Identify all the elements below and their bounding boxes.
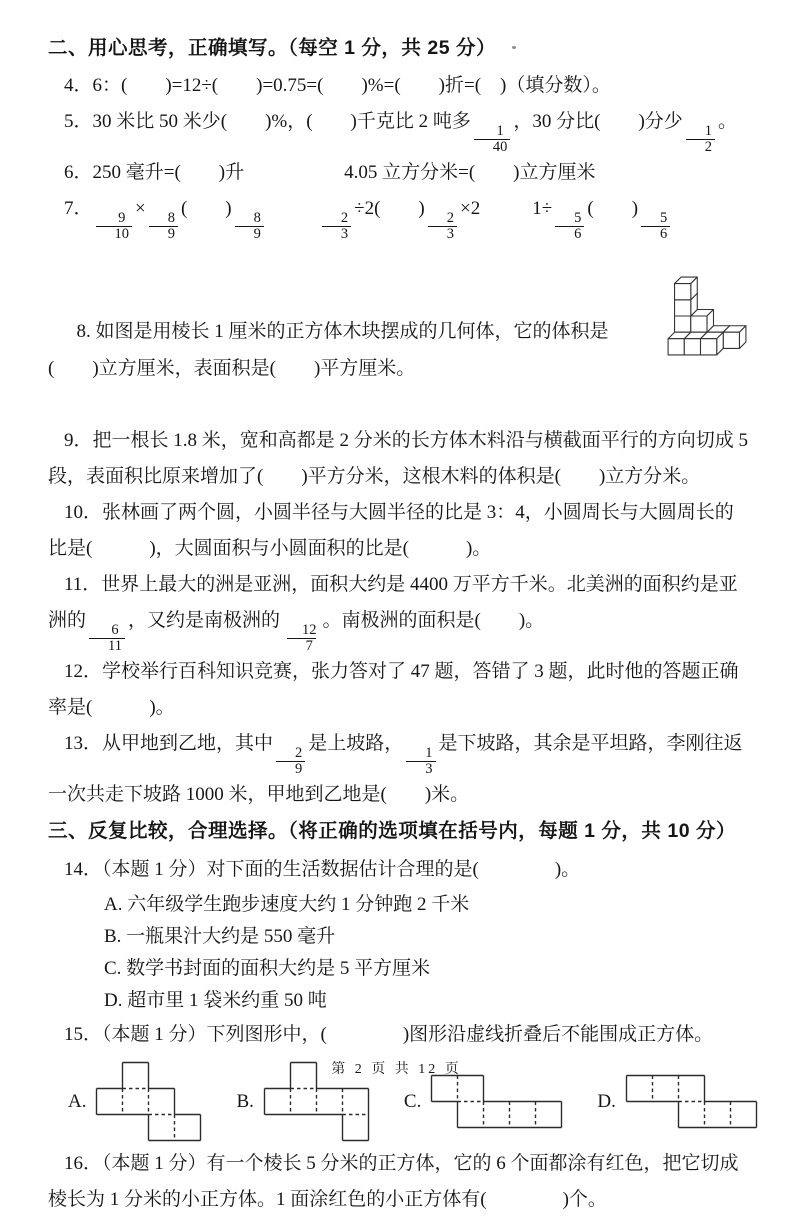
- text-run: 13．从甲地到乙地，其中: [64, 733, 274, 755]
- fraction-denominator: 6: [641, 226, 670, 242]
- spacer: [267, 213, 319, 214]
- text-run: 1÷: [532, 198, 553, 220]
- cube-net-figure: [430, 1074, 563, 1129]
- fraction-numerator: 12: [302, 621, 317, 638]
- fraction-numerator: 2: [295, 744, 303, 761]
- fraction: [89, 623, 125, 654]
- fraction-numerator: 5: [660, 209, 668, 226]
- cube-stack-figure: [667, 276, 747, 356]
- section-2-title: 二、用心思考，正确填写。（每空 1 分，共 25 分）: [48, 37, 496, 59]
- fraction: [96, 211, 133, 242]
- fraction-numerator: 2: [340, 209, 349, 226]
- question-15-stem: [48, 1017, 749, 1053]
- fraction: [283, 623, 320, 654]
- text-run: 14．（本题 1 分）对下面的生活数据估计合理的是( )。: [64, 858, 581, 880]
- cube-net-figure: [625, 1074, 758, 1129]
- fraction: [428, 211, 457, 242]
- fraction-numerator: 5: [574, 209, 582, 226]
- fraction-denominator: 11: [89, 638, 125, 654]
- question-6: [48, 155, 749, 191]
- fraction-denominator: 3: [428, 226, 457, 242]
- fraction-denominator: 40: [474, 139, 511, 155]
- question-16: [48, 1146, 749, 1218]
- fraction: [276, 746, 305, 777]
- fraction: [686, 124, 715, 155]
- question-9: [48, 423, 753, 495]
- fraction-numerator: 8: [253, 209, 261, 226]
- question-4: [48, 68, 749, 104]
- fraction-numerator: 1: [496, 122, 504, 139]
- net-option-C: [404, 1074, 563, 1129]
- fraction: [322, 211, 351, 242]
- question-8: [48, 242, 749, 422]
- text-run: 8. 如图是用棱长 1 厘米的正方体木块摆成的几何体，它的体积是( )立方厘米，表面积是( )平方厘米。: [48, 321, 609, 379]
- option-row-D: D. 超市里 1 袋米约重 50 吨: [104, 990, 327, 1012]
- text-run: 4.05 立方分米=( )立方厘米: [344, 162, 596, 184]
- spacer: [244, 177, 344, 178]
- text-run: ( ): [587, 198, 639, 220]
- fraction-denominator: 2: [686, 139, 715, 155]
- question-7: [48, 191, 749, 242]
- fraction-numerator: 2: [446, 209, 454, 226]
- fraction-numerator: 1: [704, 122, 713, 139]
- text-run: 16．（本题 1 分）有一个棱长 5 分米的正方体，它的 6 个面都涂有红色，把它切成棱长为 1 分米的小正方体。1 面涂红色的小正方体有( )个。: [48, 1153, 739, 1211]
- fraction-numerator: 8: [167, 209, 175, 226]
- fraction-denominator: 9: [235, 226, 264, 242]
- fraction: [474, 124, 511, 155]
- text-run: 。: [718, 111, 738, 133]
- cube-stack-svg: [667, 276, 747, 356]
- option-row-C: C. 数学书封面的面积大约是 5 平方厘米: [104, 957, 431, 979]
- question-11: [48, 567, 749, 654]
- text-run: 。南极洲的面积是( )。: [322, 610, 545, 632]
- net-option-label: C.: [403, 1090, 422, 1112]
- question-10: [48, 495, 749, 567]
- text-run: 15．（本题 1 分）下列图形中，( )图形沿虚线折叠后不能围成正方体。: [64, 1024, 714, 1046]
- text-run: ( ): [180, 198, 232, 220]
- scan-artifact-dot: [512, 46, 516, 49]
- section-3-title: 三、反复比较，合理选择。（将正确的选项填在括号内，每题 1 分，共 10 分）: [48, 820, 736, 843]
- text-run: 12．学校举行百科知识竞赛，张力答对了 47 题，答错了 3 题，此时他的答题正确率是( )。: [48, 661, 739, 719]
- text-run: 10．张林画了两个圆，小圆半径与大圆半径的比是 3：4，小圆周长与大圆周长的比是( )，大圆面积与小圆面积的比是( )。: [48, 501, 734, 560]
- text-run: ，又约是南极洲的: [127, 610, 280, 632]
- question-8-text: [48, 321, 609, 378]
- fraction-denominator: 9: [149, 226, 178, 242]
- net-option-label: D.: [597, 1090, 616, 1112]
- fraction-denominator: 3: [322, 226, 351, 242]
- text-run: ×: [135, 198, 146, 220]
- question-5: [48, 104, 749, 155]
- option-row-B: B. 一瓶果汁大约是 550 毫升: [104, 925, 336, 947]
- text-run: 4．6：( )=12÷( )=0.75=( )%=( )折=( )（填分数）。: [64, 75, 611, 97]
- fraction: [149, 211, 178, 242]
- text-run: ×2: [459, 198, 481, 220]
- fraction-numerator: 1: [425, 744, 433, 761]
- fraction: [406, 746, 435, 777]
- text-run: ÷2( ): [354, 198, 425, 220]
- text-run: ，30 分比( )分少: [513, 111, 683, 133]
- text-run: 7．: [64, 198, 93, 220]
- option-row-A: A. 六年级学生跑步速度大约 1 分钟跑 2 千米: [104, 893, 470, 915]
- fraction-denominator: 10: [96, 226, 133, 242]
- fraction: [235, 211, 264, 242]
- fraction-denominator: 9: [276, 761, 305, 777]
- text-run: 11．世界上最大的洲是亚洲，面积大约是 4400 万平方千米。北美洲的面积约是亚洲的: [48, 574, 738, 632]
- text-run: 6．250 毫升=( )升: [64, 162, 245, 184]
- question-14-stem: [48, 852, 749, 888]
- question-13: [48, 726, 749, 813]
- text-run: 是上坡路，: [308, 733, 404, 755]
- fraction-numerator: 9: [118, 209, 126, 226]
- net-option-D: [597, 1074, 757, 1129]
- spacer: [480, 213, 532, 214]
- net-option-label: A.: [68, 1090, 87, 1112]
- question-14-options: [48, 889, 749, 1017]
- fraction: [641, 211, 670, 242]
- text-run: 是下坡路，其余是平坦路，李刚往返一次共走下坡路 1000 米，甲地到乙地是( )米。: [48, 733, 743, 806]
- text-run: 9．把一根长 1.8 米，宽和高都是 2 分米的长方体木料沿与横截面平行的方向切成 5 段，表面积比原来增加了( )平方分米，这根木料的体积是( )立方分米。: [48, 429, 753, 487]
- fraction-denominator: 7: [287, 638, 316, 654]
- question-12: [48, 654, 749, 726]
- fraction-denominator: 6: [555, 226, 584, 242]
- fraction: [555, 211, 584, 242]
- page-number: 第 2 页 共 12 页: [331, 1062, 462, 1077]
- fraction-denominator: 3: [406, 761, 435, 777]
- fraction-numerator: 6: [111, 621, 119, 638]
- net-option-label: B.: [236, 1090, 254, 1112]
- text-run: 5．30 米比 50 米少( )%，( )千克比 2 吨多: [64, 111, 471, 133]
